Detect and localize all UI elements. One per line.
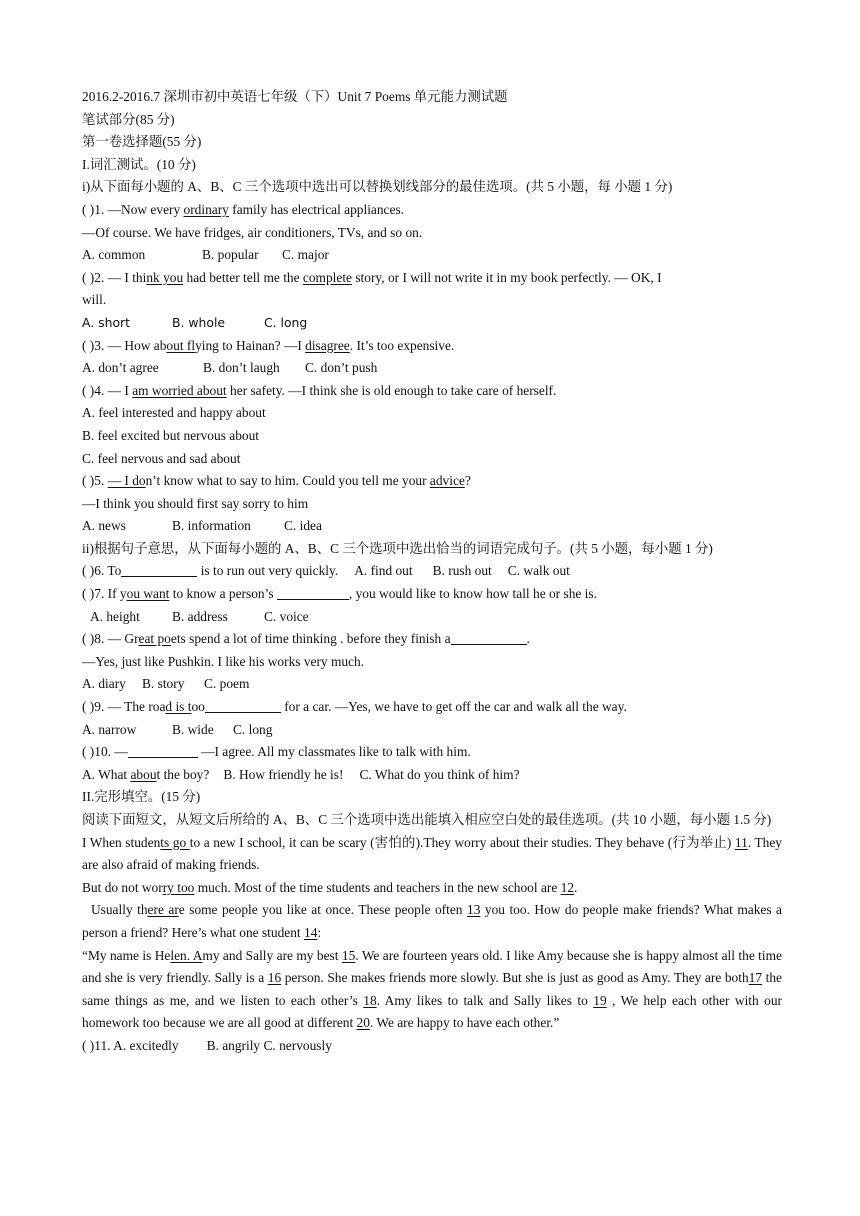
- option-a: A. What about the boy?: [82, 766, 210, 782]
- section-one-ii-instructions: ii)根据句子意思，从下面每小题的 A、B、C 三个选项中选出恰当的词语完成句子。(共 5 小题，每小题 1 分): [82, 540, 713, 556]
- question-2-options: [82, 312, 782, 335]
- passage-paragraph-1: I When students go to a new I school, it can be scary (害怕的).They worry about their studies. They behave (行为举止) 11. They are also afraid of making friends.: [82, 834, 782, 873]
- question-10: ( )10. — —I agree. All my classmates like to talk with him.: [82, 744, 471, 760]
- blank-number: 15: [341, 947, 356, 963]
- section-two-instructions: 阅读下面短文，从短文后所给的 A、B、C 三个选项中选出能填入相应空白处的最佳选项。(共 10 小题，每小题 1.5 分): [82, 812, 772, 827]
- question-9-options: [82, 719, 782, 742]
- option-c: C. walk out: [507, 563, 570, 579]
- blank-number: 12: [560, 879, 575, 895]
- blank-number: 14: [304, 924, 318, 940]
- question-1: ( )1. —Now every ordinary family has electrical appliances.: [82, 201, 405, 217]
- option-b: B. don’t laugh: [203, 360, 280, 376]
- question-8: ( )8. — Great poets spend a lot of time thinking . before they finish a .: [82, 631, 530, 647]
- option-c: C. major: [282, 247, 329, 263]
- underlined-word: disagree: [305, 337, 350, 353]
- question-4-option-b: B. feel excited but nervous about: [82, 427, 260, 443]
- underlined-word: advice: [429, 473, 465, 489]
- option-b: B. rush out: [432, 563, 492, 579]
- underlined-word: nk you: [146, 269, 184, 285]
- question-3-options: [82, 357, 782, 380]
- option-a: A. diary: [82, 676, 126, 692]
- underlined-word: d is t: [165, 699, 192, 715]
- option-a: A. height: [90, 608, 140, 624]
- underlined-word: complete: [302, 269, 352, 285]
- question-5-options: [82, 515, 782, 538]
- question-7: ( )7. If you want to know a person’s , you would like to know how tall he or she is.: [82, 586, 597, 602]
- option-a: A. find out: [354, 563, 413, 579]
- part-one-heading: 第一卷选择题(55 分): [82, 134, 202, 150]
- question-10-options: [82, 764, 782, 787]
- answer-blank: [121, 563, 197, 577]
- option-a: A. narrow: [82, 721, 137, 737]
- question-8-options: [82, 673, 782, 696]
- question-5-line-2: —I think you should first say sorry to him: [82, 495, 309, 511]
- blank-number: 18: [363, 992, 377, 1008]
- option-b: B. story: [142, 676, 185, 692]
- option-c: C. What do you think of him?: [359, 766, 520, 782]
- option-b: B. address: [172, 608, 228, 624]
- blank-number: 16: [267, 970, 282, 986]
- question-3: ( )3. — How about flying to Hainan? —I disagree. It’s too expensive.: [82, 337, 455, 353]
- passage-paragraph-4: “My name is Helen. Amy and Sally are my best 15. We are fourteen years old. I like Amy because she is happy almost all the time and she is very friendly. Sally is a 16 person. She makes friends more slowly. But she is just as good as Amy. They are both17 the same things as me, and we listen to each other’s 18. Amy likes to talk and Sally likes to 19 , We help each other with our homework too because we are all good at different 20. We are happy to have each other.”: [82, 947, 783, 1031]
- answer-blank: [451, 631, 527, 645]
- question-9: ( )9. — The road is too for a car. —Yes, we have to get off the car and walk all the way.: [82, 699, 627, 715]
- section-one-heading: I.词汇测试。(10 分): [82, 156, 196, 172]
- option-b: B. wide: [172, 721, 214, 737]
- section-two-heading: II.完形填空。(15 分): [82, 789, 201, 805]
- question-4-option-a: A. feel interested and happy about: [82, 405, 266, 421]
- section-one-i-instructions: i)从下面每小题的 A、B、C 三个选项中选出可以替换划线部分的最佳选项。(共 5 小题，每 小题 1 分): [82, 179, 673, 195]
- option-c: C. poem: [204, 676, 250, 692]
- answer-blank: [277, 586, 349, 600]
- option-b: B. popular: [202, 247, 259, 263]
- passage-paragraph-2: But do not worry too much. Most of the time students and teachers in the new school are 12.: [82, 879, 578, 895]
- underlined-word: — I do: [107, 473, 146, 489]
- question-4-option-c: C. feel nervous and sad about: [82, 450, 241, 466]
- question-4: ( )4. — I am worried about her safety. —I think she is old enough to take care of herself.: [82, 382, 557, 398]
- underlined-word: am worried about: [132, 382, 227, 398]
- written-section-heading: 笔试部分(85 分): [82, 111, 175, 127]
- option-a: A. don’t agree: [82, 360, 159, 376]
- blank-number: 11: [734, 834, 748, 850]
- answer-blank: [205, 699, 281, 713]
- blank-number: 20: [356, 1015, 370, 1031]
- blank-number: 17: [748, 970, 763, 986]
- option-c: C. don’t push: [305, 360, 378, 376]
- underlined-word: ordinary: [183, 201, 229, 217]
- question-6: ( )6. To is to run out very quickly. A. find out B. rush out C. walk out: [82, 563, 570, 579]
- question-1-line-2: —Of course. We have fridges, air conditioners, TVs, and so on.: [82, 224, 423, 240]
- question-5: ( )5. — I don’t know what to say to him. Could you tell me your advice?: [82, 473, 471, 489]
- option-a: A. common: [82, 247, 146, 263]
- question-1-options: [82, 244, 782, 267]
- option-b: B. whole: [172, 314, 226, 330]
- question-2-line-2: will.: [82, 292, 107, 308]
- question-2: ( )2. — I think you had better tell me the complete story, or I will not write it in my book perfectly. — OK, I: [82, 269, 662, 285]
- option-b: B. How friendly he is!: [223, 766, 344, 782]
- question-7-options: [82, 606, 782, 629]
- blank-number: 13: [467, 902, 481, 918]
- underlined-word: abou: [130, 766, 157, 782]
- question-11: ( )11. A. excitedly B. angrily C. nervously: [82, 1037, 332, 1053]
- answer-blank: [128, 744, 198, 758]
- option-a: A. news: [82, 518, 126, 534]
- document-body: [82, 86, 786, 1058]
- question-8-line-2: —Yes, just like Pushkin. I like his works very much.: [82, 653, 365, 669]
- option-c: C. long: [264, 314, 308, 330]
- blank-number: 19: [593, 992, 607, 1008]
- option-b: B. information: [172, 518, 251, 534]
- option-a: A. short: [82, 314, 130, 330]
- passage-paragraph-3: Usually there are some people you like at once. These people often 13 you too. How do people make friends? What makes a person a friend? Here’s what one student 14:: [82, 902, 786, 940]
- option-c: C. idea: [284, 518, 322, 534]
- option-c: C. voice: [264, 608, 309, 624]
- underlined-word: eat po: [138, 631, 171, 647]
- underlined-word: ou want: [126, 586, 170, 602]
- underlined-word: out fl: [166, 337, 196, 353]
- option-c: C. long: [233, 721, 273, 737]
- doc-title: 2016.2-2016.7 深圳市初中英语七年级（下）Unit 7 Poems 单元能力测试题: [82, 89, 508, 104]
